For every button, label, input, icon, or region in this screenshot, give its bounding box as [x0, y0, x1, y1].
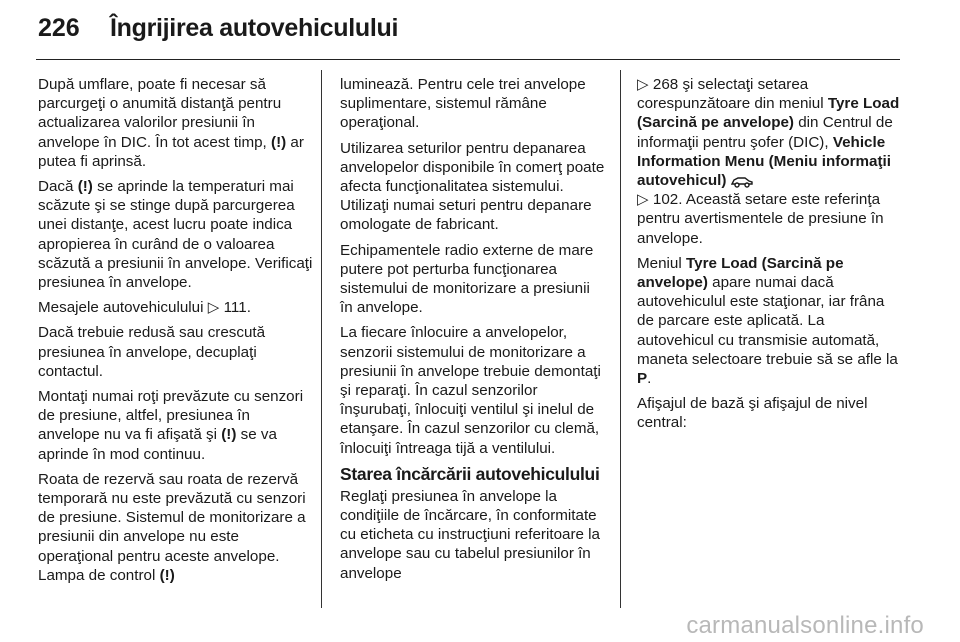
paragraph: La fiecare înlocuire a anvelopelor, senzorii sistemului de monitorizare a presiunii în anvelope trebuie demontaţi şi reparaţi. În cazul senzorilor înşurubaţi, înlocuiţi ventilul şi inelul de etanşare. În cazul senzorilor cu clemă, înlocuiţi întreaga tijă a ventilului. — [340, 324, 601, 457]
paragraph: Reglaţi presiunea în anvelope la condiţiile de încărcare, în conformitate cu eticheta cu instrucţiuni referitoare la anvelope sau cu tabelul presiunilor în anvelope — [340, 487, 601, 582]
paragraph: După umflare, poate fi necesar să parcurgeţi o anumită distanţă pentru actualizarea valorilor presiunii în anvelope în DIC. În tot acest timp, (!) ar putea fi aprinsă. — [38, 76, 304, 170]
tpms-warning-icon: (!) — [77, 178, 93, 196]
paragraph: Dacă (!) se aprinde la temperaturi mai scăzute şi se stinge după parcurgerea unei distanţe, acest lucru poate indica apropierea în curând de o valoarea scăzută a presiunii în anvelope. Verificaţi presiunea în anvelope. — [38, 178, 313, 292]
column-1 — [38, 75, 314, 591]
tpms-warning-icon: (!) — [271, 133, 287, 151]
paragraph: Utilizarea seturilor pentru depanarea anvelopelor disponibile în comerţ poate afecta funcţionalitatea sistemului. Utilizaţi numai seturi pentru depanare omologate de fabricant. — [340, 139, 605, 234]
watermark: carmanualsonline.info — [686, 612, 924, 639]
header-rule — [36, 59, 900, 60]
column-3 — [637, 75, 905, 439]
paragraph: Meniul Tyre Load (Sarcină pe anvelope) apare numai dacă autovehiculul este staţionar, iar frâna de parcare este aplicată. La autovehicul cu transmisie automată, maneta selectoare trebuie să se afle la P. — [637, 254, 898, 388]
section-heading: Starea încărcării autovehiculului — [340, 463, 600, 484]
paragraph: Afişajul de bază şi afişajul de nivel central: — [637, 395, 868, 432]
paragraph: Montaţi numai roţi prevăzute cu senzori de presiune, altfel, presiunea în anvelope nu va fi afişată şi (!) se va aprinde în mod continuu. — [38, 388, 304, 463]
reference-arrow-icon[interactable]: ▷ — [207, 299, 220, 317]
car-icon — [731, 174, 753, 188]
paragraph: ▷ 268 şi selectaţi setarea corespunzătoare din meniul Tyre Load (Sarcină pe anvelope) din Centrul de informaţii pentru şofer (DIC), Vehicle Information Menu (Meniu informaţii autovehicul) ▷ 102. Această setare este referinţa pentru avertismentele de presiune în anvelope. — [637, 76, 900, 247]
column-divider — [620, 70, 621, 608]
paragraph: luminează. Pentru cele trei anvelope suplimentare, sistemul rămâne operaţional. — [340, 76, 586, 132]
paragraph: Mesajele autovehiculului ▷ 111. — [38, 299, 251, 317]
column-divider — [321, 70, 322, 608]
tpms-warning-icon: (!) — [159, 566, 175, 584]
paragraph: Roata de rezervă sau roata de rezervă temporară nu este prevăzută cu senzori de presiune. Sistemul de monitorizare a presiunii din anvelope nu este operaţional pentru aceste anvelope. Lampa de control (!) — [38, 470, 306, 584]
paragraph: Echipamentele radio externe de mare putere pot perturba funcţionarea sistemului de monitorizare a presiunii în anvelope. — [340, 241, 594, 317]
page-title: Îngrijirea autovehiculului — [110, 14, 399, 42]
column-2 — [340, 75, 606, 589]
reference-arrow-icon[interactable]: ▷ — [637, 191, 649, 209]
page-number: 226 — [38, 14, 80, 42]
reference-arrow-icon[interactable]: ▷ — [637, 76, 649, 93]
tpms-warning-icon: (!) — [221, 426, 237, 444]
paragraph: Dacă trebuie redusă sau crescută presiunea în anvelope, decuplaţi contactul. — [38, 324, 266, 380]
